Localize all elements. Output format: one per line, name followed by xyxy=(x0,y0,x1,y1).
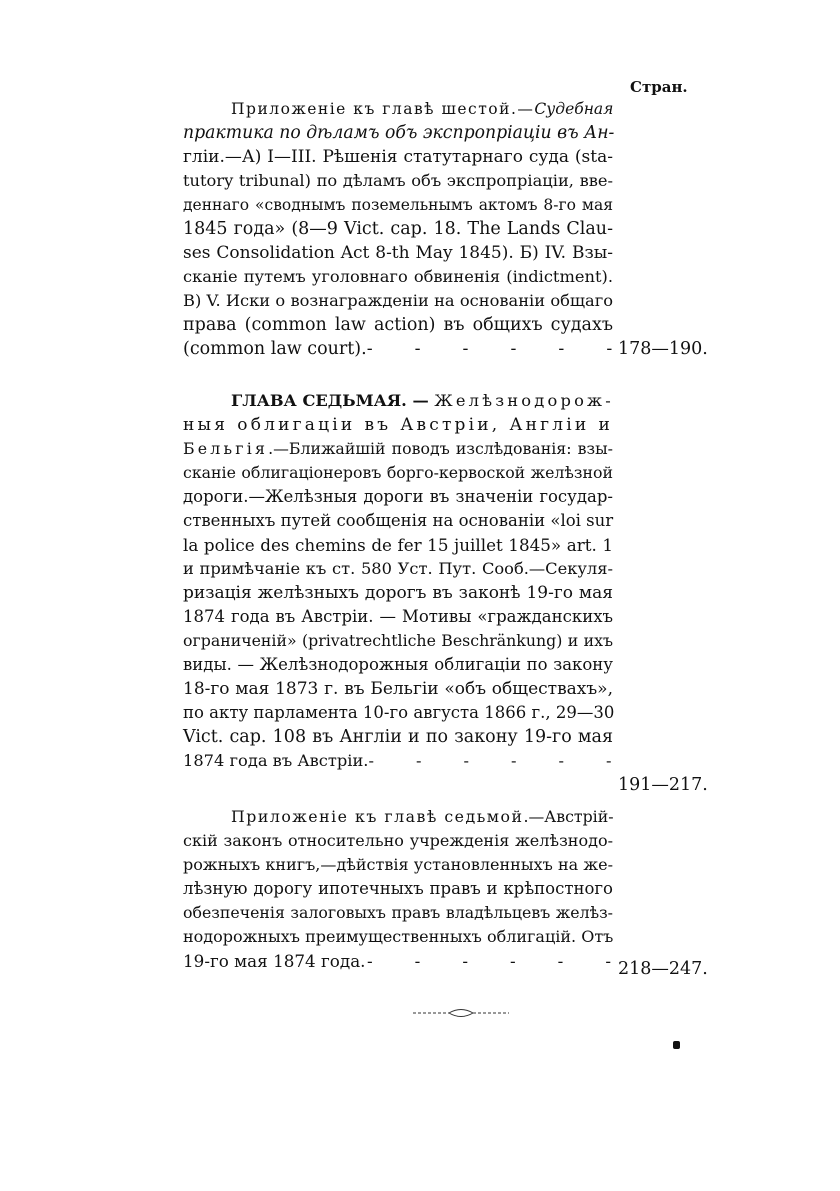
entry-line: la police des chemins de fer 15 juillet 1845» art. 1 xyxy=(183,535,613,555)
entry-line: права (common law action) въ общихъ судахъ xyxy=(183,315,613,335)
entry-line: Приложеніе къ главѣ шестой.—Судебная xyxy=(231,100,614,118)
toc-entry-chapter-7 xyxy=(183,389,613,773)
entry-line: Бельгія.—Ближайшій поводъ изслѣдованія: взы- xyxy=(183,439,613,458)
entry-line: лѣзную дорогу ипотечныхъ правъ и крѣпостного xyxy=(183,879,613,898)
entry-line: 1874 года въ Австріи. — Мотивы «гражданскихъ xyxy=(183,607,613,626)
entry-line: гліи.—А) I—III. Рѣшенія статутарнаго суда (sta- xyxy=(183,147,613,167)
entry-line: Vict. cap. 108 въ Англіи и по закону 19-го мая xyxy=(183,727,613,747)
entry-line: практика по дѣламъ объ экспропріаціи въ Ан- xyxy=(183,123,615,143)
page-range-3: 218—247. xyxy=(618,959,708,979)
entry-line: дороги.—Желѣзныя дороги въ значеніи государ- xyxy=(183,487,613,506)
dot-leader: - - - - - - xyxy=(368,751,612,770)
entry-line: сканіе путемъ уголовнаго обвиненія (indictment). xyxy=(183,267,613,286)
entry-line: рожныхъ книгъ,—дѣйствія установленныхъ на же- xyxy=(183,855,613,874)
dot-leader: - - - - - - xyxy=(366,951,611,971)
entry-line: 1845 года» (8—9 Vict. cap. 18. The Lands Clau- xyxy=(183,219,613,239)
toc-entry-appendix-chapter-6 xyxy=(183,97,613,361)
page-range-2: 191—217. xyxy=(618,775,708,795)
entry-line: ограниченій» (privatrechtliche Beschränkung) и ихъ xyxy=(183,631,613,650)
entry-last-line: 1874 года въ Австріи. - - - - - - xyxy=(183,749,613,773)
entry-last-line: (common law court). - - - - - - xyxy=(183,339,613,359)
entry-line: скій законъ относительно учрежденія желѣзнодо- xyxy=(183,831,613,850)
entry-line: Приложеніе къ главѣ седьмой.—Австрій- xyxy=(231,807,614,826)
page-column-header: Стран. xyxy=(630,78,688,96)
entry-line: и примѣчаніе къ ст. 580 Уст. Пут. Сооб.—Секуля- xyxy=(183,559,613,578)
entry-line: 18-го мая 1873 г. въ Бельгіи «объ обществахъ», xyxy=(183,679,613,699)
toc-entry-appendix-chapter-7 xyxy=(183,805,613,973)
entry-line: ственныхъ путей сообщенія на основаніи «loi sur xyxy=(183,511,614,530)
dot-leader: - - - - - - xyxy=(366,339,613,359)
entry-line: по акту парламента 10-го августа 1866 г., 29—30 xyxy=(183,703,615,722)
page-range-1: 178—190. xyxy=(618,339,708,359)
entry-line: нодорожныхъ преимущественныхъ облигацій. Отъ xyxy=(183,927,614,946)
entry-last-line: 19-го мая 1874 года. - - - - - - xyxy=(183,951,611,971)
entry-line: В) V. Иски о вознагражденіи на основаніи общаго xyxy=(183,291,613,310)
entry-line: ныя облигаціи въ Австріи, Англіи и xyxy=(183,415,613,435)
ornament-divider xyxy=(411,1006,511,1020)
entry-line: ses Consolidation Act 8-th May 1845). Б) IV. Взы- xyxy=(183,243,613,263)
entry-line: tutory tribunal) по дѣламъ объ экспропріаціи, вве- xyxy=(183,171,613,190)
entry-line: ГЛАВА СЕДЬМАЯ. — Желѣзнодорож- xyxy=(231,391,614,410)
ink-speck xyxy=(673,1041,680,1049)
entry-line: виды. — Желѣзнодорожныя облигаціи по закону xyxy=(183,655,613,674)
entry-line: обезпеченія залоговыхъ правъ владѣльцевъ желѣз- xyxy=(183,903,613,922)
entry-line: сканіе облигаціонеровъ борго-кервоской желѣзной xyxy=(183,463,613,482)
entry-line: деннаго «своднымъ поземельнымъ актомъ 8-го мая xyxy=(183,196,613,214)
entry-line: ризація желѣзныхъ дорогъ въ законѣ 19-го мая xyxy=(183,583,613,603)
